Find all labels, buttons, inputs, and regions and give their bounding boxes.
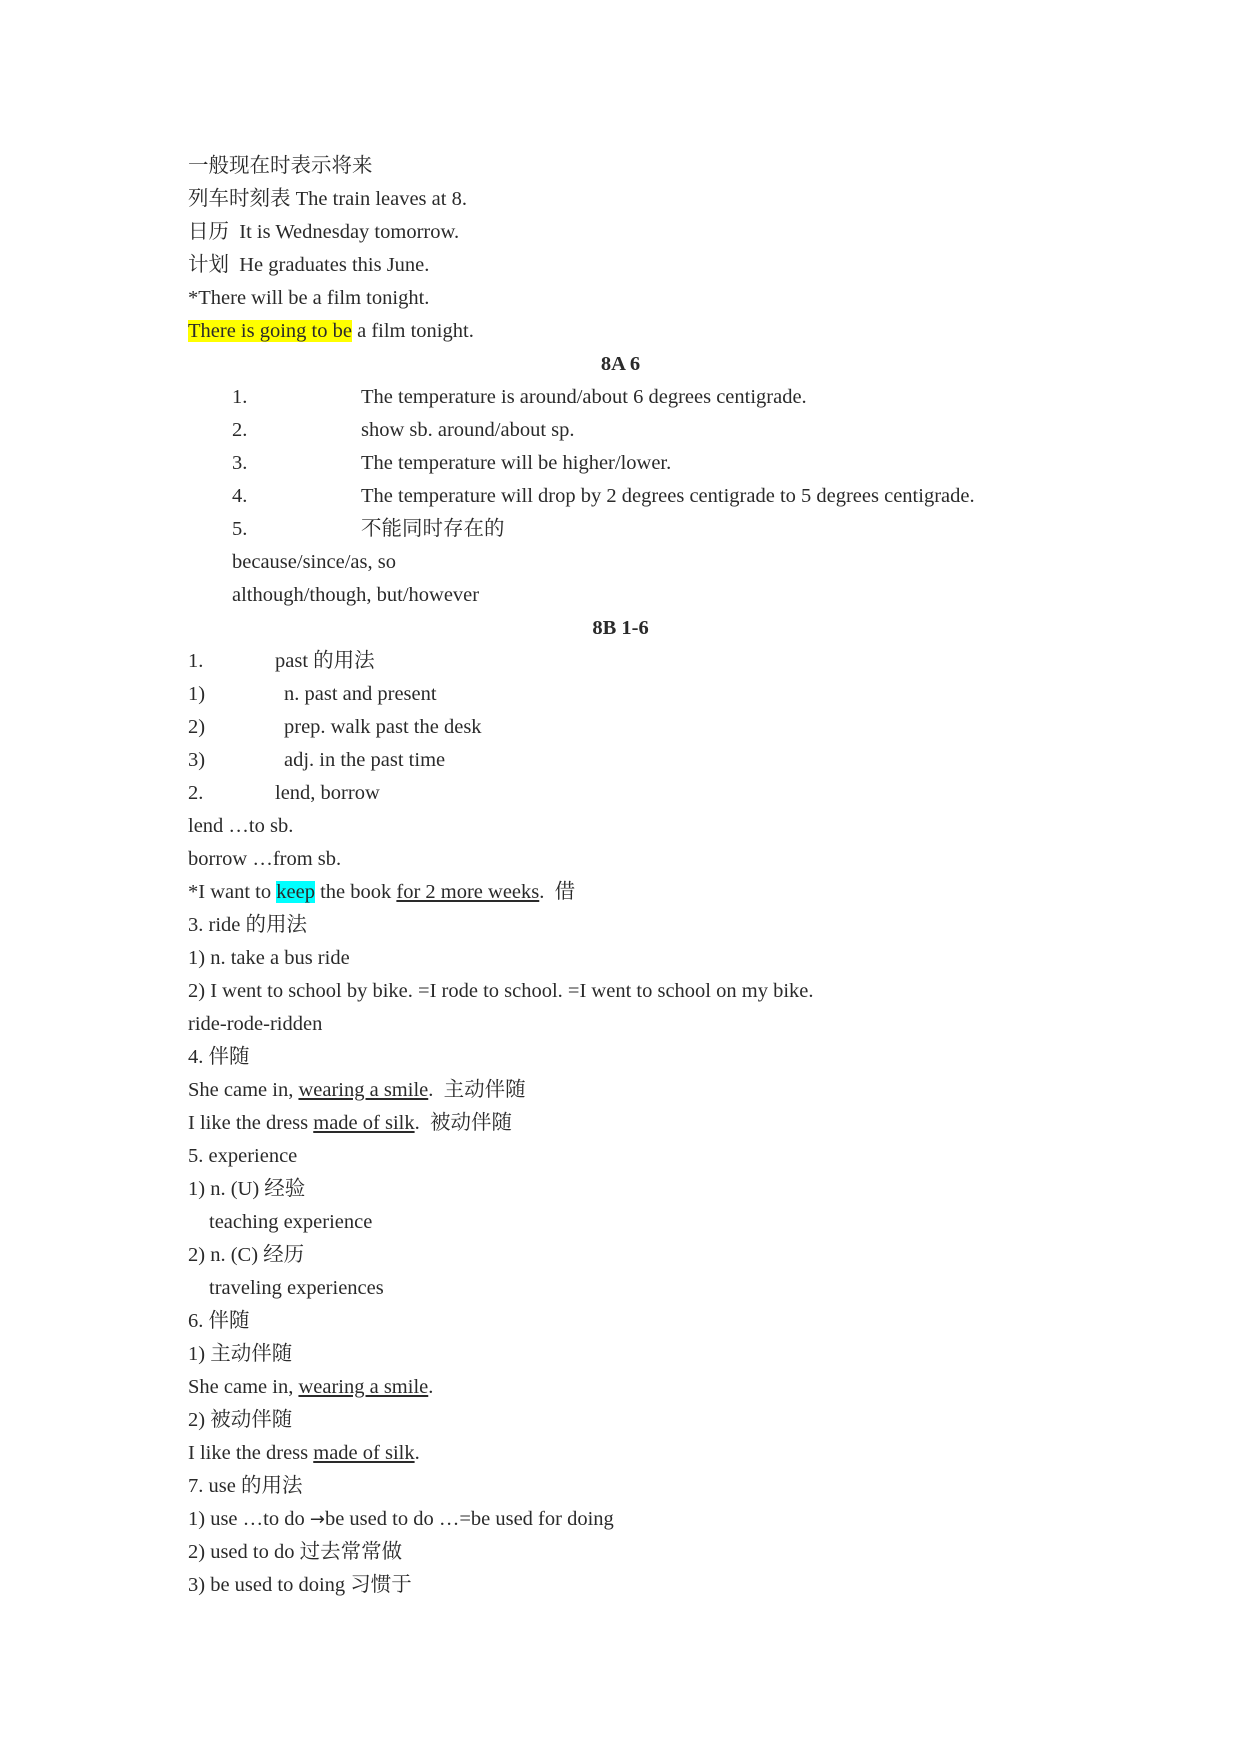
point-6-title: 6. 伴随 <box>188 1310 250 1332</box>
intro-line-plan: 计划 He graduates this June. <box>188 254 430 276</box>
point-1-title: 1. past 的用法 <box>188 650 375 672</box>
keep-example: *I want to keep the book for 2 more weeks. 借 <box>188 881 576 903</box>
point-3-title: 3. ride 的用法 <box>188 914 307 936</box>
accompany-line-4: I like the dress made of silk. <box>188 1442 420 1464</box>
accompany-active-example: She came in, wearing a smile. 主动伴随 <box>188 1079 526 1101</box>
list-item: 2) prep. walk past the desk <box>188 716 482 738</box>
point-7-title: 7. use 的用法 <box>188 1475 303 1497</box>
ride-line-2: 2) I went to school by bike. =I rode to school. =I went to school on my bike. <box>188 980 814 1002</box>
list-item: 2. show sb. around/about sp. <box>232 419 575 441</box>
lend-line: lend …to sb. <box>188 815 294 837</box>
use-line-2: 2) used to do 过去常常做 <box>188 1541 403 1563</box>
point-5-title: 5. experience <box>188 1145 298 1167</box>
highlighted-phrase: There is going to be <box>188 320 352 342</box>
accompany-line-1: 1) 主动伴随 <box>188 1343 293 1365</box>
intro-line-film: *There will be a film tonight. <box>188 287 430 309</box>
experience-line-4: traveling experiences <box>209 1277 384 1299</box>
conjunction-line-1: because/since/as, so <box>232 551 396 573</box>
ride-line-1: 1) n. take a bus ride <box>188 947 350 969</box>
section-title-8b: 8B 1-6 <box>592 617 649 639</box>
arrow-right-icon: → <box>309 1509 325 1530</box>
experience-line-3: 2) n. (C) 经历 <box>188 1244 305 1266</box>
list-item: 3. The temperature will be higher/lower. <box>232 452 672 474</box>
intro-line-going-to: There is going to be a film tonight. <box>188 320 474 342</box>
intro-heading: 一般现在时表示将来 <box>188 155 373 177</box>
section-title-8a6: 8A 6 <box>600 353 641 375</box>
list-item: 3) adj. in the past time <box>188 749 446 771</box>
accompany-line-3: 2) 被动伴随 <box>188 1409 293 1431</box>
conjunction-line-2: although/though, but/however <box>232 584 480 606</box>
list-item: 1. The temperature is around/about 6 degrees centigrade. <box>232 386 807 408</box>
ride-line-3: ride-rode-ridden <box>188 1013 323 1035</box>
point-2-title: 2. lend, borrow <box>188 782 380 804</box>
use-line-1: 1) use …to do →be used to do …=be used for doing <box>188 1508 614 1530</box>
point-4-title: 4. 伴随 <box>188 1046 250 1068</box>
experience-line-2: teaching experience <box>209 1211 373 1233</box>
accompany-passive-example: I like the dress made of silk. 被动伴随 <box>188 1112 512 1134</box>
intro-line-train: 列车时刻表 The train leaves at 8. <box>188 188 467 210</box>
list-item: 4. The temperature will drop by 2 degrees centigrade to 5 degrees centigrade. <box>232 485 975 507</box>
use-line-3: 3) be used to doing 习惯于 <box>188 1574 412 1596</box>
highlighted-word: keep <box>276 881 315 903</box>
intro-line-calendar: 日历 It is Wednesday tomorrow. <box>188 221 460 243</box>
accompany-line-2: She came in, wearing a smile. <box>188 1376 434 1398</box>
list-item: 1) n. past and present <box>188 683 437 705</box>
list-item: 5. 不能同时存在的 <box>232 518 505 540</box>
experience-line-1: 1) n. (U) 经验 <box>188 1178 306 1200</box>
borrow-line: borrow …from sb. <box>188 848 342 870</box>
